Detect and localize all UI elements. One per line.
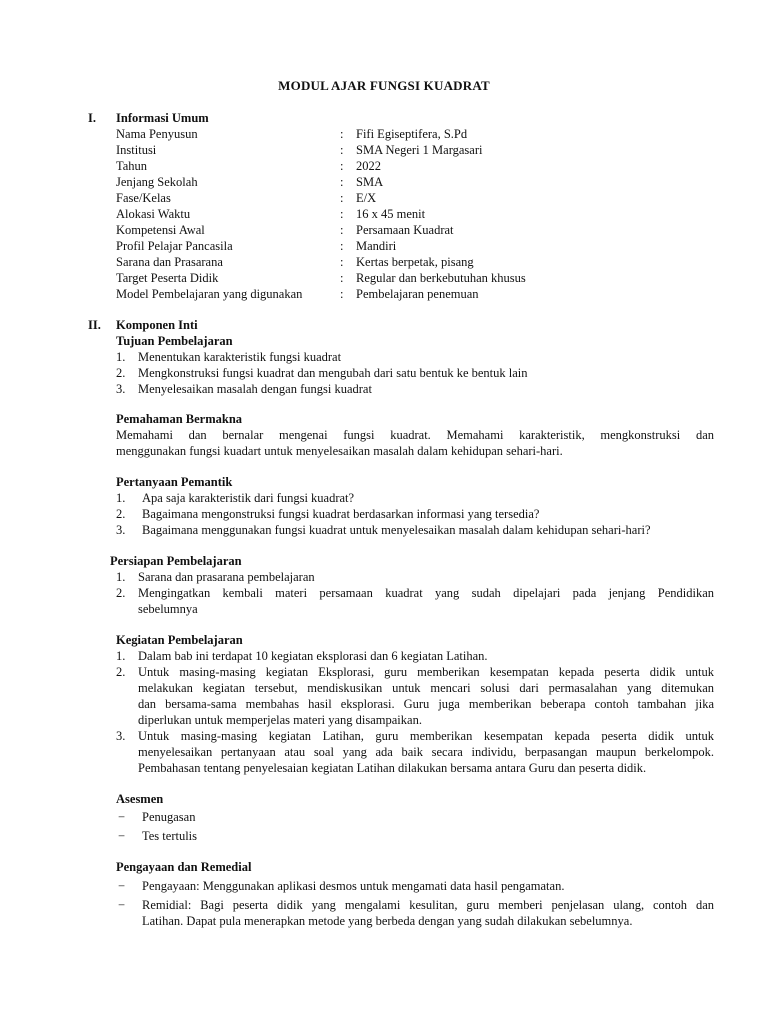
section-1-number: I. bbox=[88, 111, 96, 125]
info-value: SMA bbox=[356, 175, 384, 189]
info-row bbox=[116, 158, 716, 174]
section-2-number: II. bbox=[88, 318, 101, 332]
dash-bullet-icon: − bbox=[118, 879, 126, 893]
document-title: MODUL AJAR FUNGSI KUADRAT bbox=[278, 78, 490, 93]
info-row bbox=[116, 126, 716, 142]
info-colon: : bbox=[340, 207, 344, 221]
pengayaan-heading: Pengayaan dan Remedial bbox=[116, 860, 252, 874]
section-2-heading: Komponen Inti bbox=[116, 318, 198, 332]
list-number: 1. bbox=[116, 570, 126, 584]
list-number: 2. bbox=[116, 586, 126, 600]
persiapan-heading: Persiapan Pembelajaran bbox=[110, 554, 242, 568]
info-row bbox=[116, 286, 716, 302]
pemahaman-paragraph bbox=[116, 427, 714, 459]
info-row bbox=[116, 222, 716, 238]
dash-bullet-icon: − bbox=[118, 829, 126, 843]
list-number: 3. bbox=[116, 382, 126, 396]
info-label: Kompetensi Awal bbox=[116, 223, 205, 237]
list-text: Penugasan bbox=[142, 810, 196, 824]
list-number: 2. bbox=[116, 366, 126, 380]
paragraph-line: Remidial: Bagi peserta didik yang mengalami kesulitan, guru memberi penjelasan ulang, contoh dan bbox=[142, 898, 714, 912]
info-row bbox=[116, 190, 716, 206]
info-colon: : bbox=[340, 287, 344, 301]
list-text bbox=[142, 897, 714, 929]
list-number: 3. bbox=[116, 729, 126, 743]
info-label: Sarana dan Prasarana bbox=[116, 255, 223, 269]
kegiatan-heading: Kegiatan Pembelajaran bbox=[116, 633, 243, 647]
paragraph-line: menyelesaikan pertanyaan atau soal yang ada baik secara individu, berpasangan maupun berkelompok. bbox=[138, 745, 714, 759]
info-label: Model Pembelajaran yang digunakan bbox=[116, 287, 303, 301]
info-label: Alokasi Waktu bbox=[116, 207, 191, 221]
info-row bbox=[116, 254, 716, 270]
list-text bbox=[138, 585, 714, 617]
info-label: Tahun bbox=[116, 159, 148, 173]
info-label: Nama Penyusun bbox=[116, 127, 198, 141]
info-colon: : bbox=[340, 239, 344, 253]
list-number: 1. bbox=[116, 491, 126, 505]
info-value: Mandiri bbox=[356, 239, 397, 253]
info-value: E/X bbox=[356, 191, 377, 205]
list-text: Dalam bab ini terdapat 10 kegiatan eksplorasi dan 6 kegiatan Latihan. bbox=[138, 649, 488, 663]
info-colon: : bbox=[340, 127, 344, 141]
list-text: Bagaimana mengonstruksi fungsi kuadrat berdasarkan informasi yang tersedia? bbox=[142, 507, 540, 521]
info-label: Fase/Kelas bbox=[116, 191, 171, 205]
info-label: Target Peserta Didik bbox=[116, 271, 219, 285]
info-colon: : bbox=[340, 143, 344, 157]
info-value: SMA Negeri 1 Margasari bbox=[356, 143, 483, 157]
list-text: Menyelesaikan masalah dengan fungsi kuadrat bbox=[138, 382, 372, 396]
paragraph-line: Pembahasan tentang penyelesaian kegiatan Latihan dilakukan bersama antara Guru dan peserta didik. bbox=[138, 761, 647, 775]
tujuan-heading: Tujuan Pembelajaran bbox=[116, 334, 233, 348]
paragraph-line: Mengingatkan kembali materi persamaan kuadrat yang sudah dipelajari pada jenjang Pendidikan bbox=[138, 586, 714, 600]
info-colon: : bbox=[340, 223, 344, 237]
info-row bbox=[116, 270, 716, 286]
info-value: Pembelajaran penemuan bbox=[356, 287, 479, 301]
pertanyaan-heading: Pertanyaan Pemantik bbox=[116, 475, 233, 489]
dash-bullet-icon: − bbox=[118, 898, 126, 912]
info-row bbox=[116, 174, 716, 190]
list-number: 1. bbox=[116, 649, 126, 663]
list-text: Menentukan karakteristik fungsi kuadrat bbox=[138, 350, 342, 364]
list-number: 3. bbox=[116, 523, 126, 537]
list-text: Sarana dan prasarana pembelajaran bbox=[138, 570, 315, 584]
list-number: 1. bbox=[116, 350, 126, 364]
info-row bbox=[116, 142, 716, 158]
list-text bbox=[138, 728, 714, 776]
list-number: 2. bbox=[116, 665, 126, 679]
info-value: Fifi Egiseptifera, S.Pd bbox=[356, 127, 468, 141]
info-value: 2022 bbox=[356, 159, 381, 173]
paragraph-line: Memahami dan bernalar mengenai fungsi kuadrat. Memahami karakteristik, mengkonstruksi dan bbox=[116, 428, 714, 442]
info-label: Jenjang Sekolah bbox=[116, 175, 198, 189]
paragraph-line: sebelumnya bbox=[138, 602, 198, 616]
paragraph-line: diperlukan untuk memperjelas materi yang disampaikan. bbox=[138, 713, 422, 727]
pemahaman-heading: Pemahaman Bermakna bbox=[116, 412, 243, 426]
info-row bbox=[116, 238, 716, 254]
info-row bbox=[116, 206, 716, 222]
list-text: Tes tertulis bbox=[142, 829, 198, 843]
info-colon: : bbox=[340, 271, 344, 285]
list-text: Pengayaan: Menggunakan aplikasi desmos untuk mengamati data hasil pengamatan. bbox=[142, 879, 565, 893]
list-text: Mengkonstruksi fungsi kuadrat dan mengubah dari satu bentuk ke bentuk lain bbox=[138, 366, 528, 380]
paragraph-line: dan bersama-sama membahas hasil eksplorasi. Guru juga memberikan beberapa contoh tambahan jika bbox=[138, 697, 714, 711]
list-text bbox=[138, 664, 714, 728]
info-label: Institusi bbox=[116, 143, 157, 157]
info-label: Profil Pelajar Pancasila bbox=[116, 239, 233, 253]
info-value: 16 x 45 menit bbox=[356, 207, 426, 221]
info-value: Kertas berpetak, pisang bbox=[356, 255, 474, 269]
info-colon: : bbox=[340, 255, 344, 269]
info-colon: : bbox=[340, 191, 344, 205]
paragraph-line: Untuk masing-masing kegiatan Eksplorasi, guru memberikan kesempatan kepada peserta didik untuk bbox=[138, 665, 714, 679]
list-text: Bagaimana menggunakan fungsi kuadrat untuk menyelesaikan masalah dalam kehidupan sehari-hari? bbox=[142, 523, 651, 537]
paragraph-line: Latihan. Dapat pula menerapkan metode yang berbeda dengan yang sudah dilakukan sebelumnya. bbox=[142, 914, 633, 928]
paragraph-line: Untuk masing-masing kegiatan Latihan, guru memberikan kesempatan kepada peserta didik untuk bbox=[138, 729, 714, 743]
info-colon: : bbox=[340, 175, 344, 189]
paragraph-line: melakukan kegiatan tersebut, mendiskusikan untuk mencari solusi dari permasalahan yang ditemukan bbox=[138, 681, 714, 695]
info-value: Persamaan Kuadrat bbox=[356, 223, 454, 237]
section-1-heading: Informasi Umum bbox=[116, 111, 209, 125]
paragraph-line: menggunakan fungsi kuadart untuk menyelesaikan masalah dalam kehidupan sehari-hari. bbox=[116, 444, 563, 458]
info-colon: : bbox=[340, 159, 344, 173]
info-value: Regular dan berkebutuhan khusus bbox=[356, 271, 526, 285]
asesmen-heading: Asesmen bbox=[116, 792, 164, 806]
dash-bullet-icon: − bbox=[118, 810, 126, 824]
list-number: 2. bbox=[116, 507, 126, 521]
list-text: Apa saja karakteristik dari fungsi kuadrat? bbox=[142, 491, 355, 505]
